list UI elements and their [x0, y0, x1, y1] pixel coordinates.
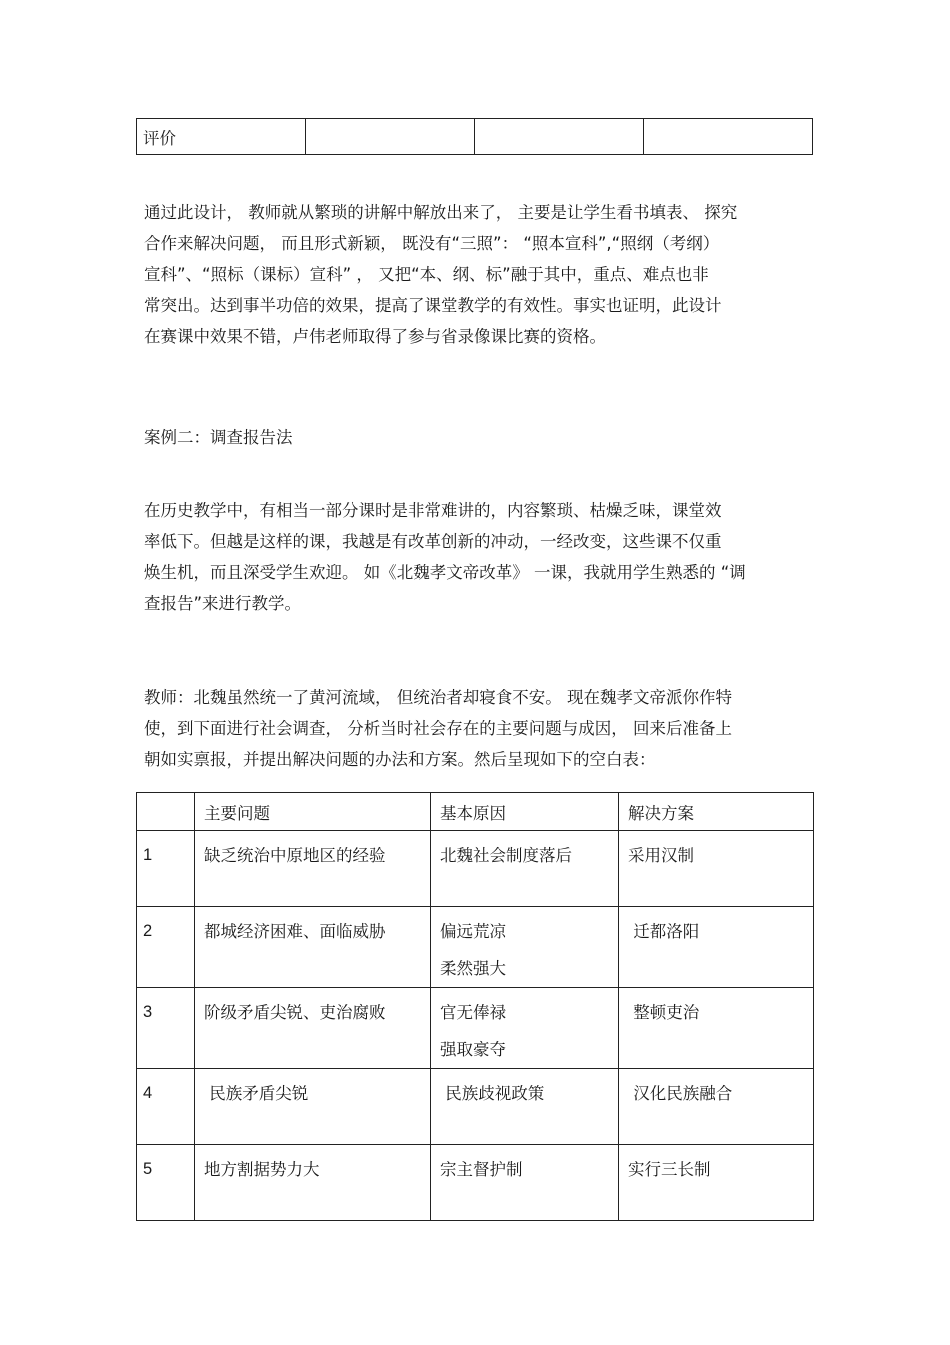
text-line: 在赛课中效果不错，卢伟老师取得了参与省录像课比赛的资格。 [144, 327, 606, 346]
text-line: 合作来解决问题， 而且形式新颖， 既没有“三照”： “照本宣科”,“照纲（考纲） [144, 234, 720, 253]
text-line: 宣科”、“照标（课标）宣科” ， 又把“本、纲、标”融于其中，重点、难点也非 [144, 265, 709, 284]
solution-cell: 采用汉制 [619, 831, 814, 907]
table-row [137, 988, 814, 1069]
table-header-row [137, 793, 814, 831]
problem-cell: 地方割据势力大 [195, 1145, 431, 1221]
row-number: 3 [137, 988, 195, 1069]
table-row [137, 1145, 814, 1221]
text-line: 通过此设计， 教师就从繁琐的讲解中解放出来了， 主要是让学生看书填表、 探究 [144, 203, 738, 222]
text-line: 朝如实禀报，并提出解决问题的办法和方案。然后呈现如下的空白表： [144, 750, 656, 769]
cause-cell: 北魏社会制度落后 [431, 831, 619, 907]
paragraph-case-intro [144, 495, 810, 619]
problem-cell: 缺乏统治中原地区的经验 [195, 831, 431, 907]
cause-cell: 官无俸禄 强取豪夺 [431, 988, 619, 1069]
row-number: 5 [137, 1145, 195, 1221]
text-line: 使，到下面进行社会调查， 分析当时社会存在的主要问题与成因， 回来后准备上 [144, 719, 732, 738]
solution-cell: 汉化民族融合 [619, 1069, 814, 1145]
row-number: 1 [137, 831, 195, 907]
table-row [137, 1069, 814, 1145]
cause-cell: 宗主督护制 [431, 1145, 619, 1221]
solution-cell: 迁都洛阳 [619, 907, 814, 988]
text-line: 教师：北魏虽然统一了黄河流域， 但统治者却寝食不安。 现在魏孝文帝派你作特 [144, 688, 732, 707]
table-cell [644, 119, 813, 155]
text-line: 在历史教学中，有相当一部分课时是非常难讲的，内容繁琐、枯燥乏味，课堂效 [144, 501, 722, 520]
header-solution: 解决方案 [619, 793, 814, 831]
row-number: 4 [137, 1069, 195, 1145]
problem-cell: 都城经济困难、面临威胁 [195, 907, 431, 988]
text-line: 率低下。但越是这样的课，我越是有改革创新的冲动，一经改变，这些课不仅重 [144, 532, 722, 551]
paragraph-teacher-prompt [144, 682, 810, 775]
table-cell [475, 119, 644, 155]
header-cause: 基本原因 [431, 793, 619, 831]
evaluation-table [136, 118, 813, 155]
row-number: 2 [137, 907, 195, 988]
cause-cell: 偏远荒凉 柔然强大 [431, 907, 619, 988]
table-row [137, 907, 814, 988]
text-line: 焕生机，而且深受学生欢迎。 如《北魏孝文帝改革》 一课，我就用学生熟悉的 “调 [144, 563, 746, 582]
investigation-table [136, 792, 814, 1221]
problem-cell: 阶级矛盾尖锐、吏治腐败 [195, 988, 431, 1069]
table-row [137, 119, 813, 155]
text-line: 常突出。达到事半功倍的效果，提高了课堂教学的有效性。事实也证明，此设计 [144, 296, 722, 315]
table-row [137, 831, 814, 907]
case-heading: 案例二：调查报告法 [144, 428, 293, 447]
solution-cell: 整顿吏治 [619, 988, 814, 1069]
header-problem: 主要问题 [195, 793, 431, 831]
table-cell [306, 119, 475, 155]
paragraph-design-summary [144, 197, 810, 352]
problem-cell: 民族矛盾尖锐 [195, 1069, 431, 1145]
solution-cell: 实行三长制 [619, 1145, 814, 1221]
evaluation-label: 评价 [137, 119, 306, 155]
cause-cell: 民族歧视政策 [431, 1069, 619, 1145]
header-index [137, 793, 195, 831]
text-line: 查报告”来进行教学。 [144, 594, 302, 613]
